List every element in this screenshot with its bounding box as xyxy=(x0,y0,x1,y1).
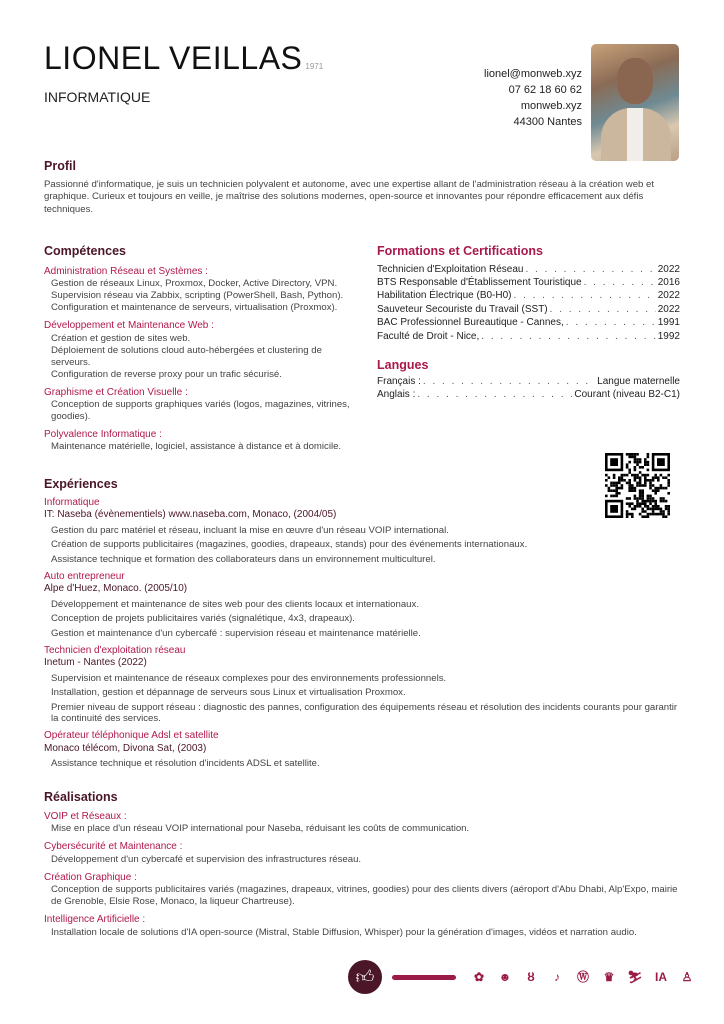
achievements-heading: Réalisations xyxy=(44,790,118,804)
skill-group-title: Développement et Maintenance Web : xyxy=(44,320,214,332)
leader-dots xyxy=(566,316,656,329)
education-year: 1991 xyxy=(657,317,680,329)
achievement-title: Intelligence Artificielle : xyxy=(44,914,146,926)
achievement-item xyxy=(44,914,684,938)
leader-dots xyxy=(417,388,572,401)
language-name: Anglais : xyxy=(377,389,416,401)
thumbs-up-icon: 👍︎ xyxy=(348,960,382,994)
chef-hat-icon: ♛ xyxy=(603,969,615,984)
education-year: 2022 xyxy=(657,303,680,315)
skills-section xyxy=(44,244,354,459)
achievements-list xyxy=(44,811,684,939)
experience-line: Développement et maintenance de sites web pour des clients locaux et internationaux. xyxy=(51,598,419,610)
education-label: BAC Professionnel Bureautique - Cannes, xyxy=(377,317,564,329)
leader-dots xyxy=(481,330,655,343)
experience-org: Alpe d'Huez, Monaco. (2005/10) xyxy=(44,583,188,595)
skill-group xyxy=(44,266,354,314)
education-item xyxy=(377,316,680,329)
experience-org: IT: Naseba (évènementiels) www.naseba.com, Monaco, (2004/05) xyxy=(44,509,337,521)
experience-list xyxy=(44,497,684,771)
education-item xyxy=(377,263,680,276)
profile-text: Passionné d'informatique, je suis un technicien polyvalent et autonome, avec une expertise allant de l'administration réseau à la création web et graphique. Curieux et toujours en veille, je maîtrise des solutions modernes, open-source et innovantes pour répondre efficacement aux défis techniques. xyxy=(44,178,655,215)
skill-group-title: Graphisme et Création Visuelle : xyxy=(44,386,188,398)
guitar-icon: ♪ xyxy=(554,969,560,984)
linux-icon: ♙ xyxy=(681,969,693,984)
skill-group-title: Administration Réseau et Systèmes : xyxy=(44,265,208,277)
achievement-text: Installation locale de solutions d'IA open-source (Mistral, Stable Diffusion, Whisper) pour la génération d'images, vidéos et narration audio. xyxy=(51,926,637,938)
leader-dots xyxy=(550,303,656,316)
skill-line: Configuration et maintenance de serveurs, virtualisation (Proxmox). xyxy=(51,302,338,314)
leader-dots xyxy=(423,375,595,388)
profile-heading: Profil xyxy=(44,159,76,173)
experience-item xyxy=(44,497,684,566)
experience-section xyxy=(44,477,684,775)
education-item xyxy=(377,289,680,302)
achievement-title: VOIP et Réseaux : xyxy=(44,810,127,822)
experience-line: Gestion et maintenance d'un cybercafé : supervision réseau et maintenance matérielle. xyxy=(51,627,421,639)
education-label: Faculté de Droit - Nice, xyxy=(377,330,480,342)
skill-line: Supervision réseau via Zabbix, scripting (PowerShell, Bash, Python). xyxy=(51,290,344,302)
skill-group xyxy=(44,387,354,423)
experience-role: Informatique xyxy=(44,496,100,508)
experience-heading: Expériences xyxy=(44,477,118,491)
language-item xyxy=(377,375,680,388)
experience-item xyxy=(44,730,684,770)
achievement-item xyxy=(44,841,684,865)
experience-line: Création de supports publicitaires (magazines, goodies, drapeaux, stands) pour des événements internationaux. xyxy=(51,539,528,551)
achievements-section xyxy=(44,790,684,945)
hobby-icons xyxy=(466,970,700,985)
education-label: BTS Responsable d'Établissement Touristique xyxy=(377,277,582,289)
experience-line: Installation, gestion et dépannage de serveurs sous Linux et virtualisation Proxmox. xyxy=(51,687,406,699)
candidate-name: LIONEL VEILLAS 1971 xyxy=(44,40,324,76)
education-year: 2022 xyxy=(657,290,680,302)
wordpress-icon: Ⓦ xyxy=(576,969,589,984)
skill-line: Conception de supports graphiques variés (logos, magazines, vitrines, goodies). xyxy=(51,399,350,422)
achievement-text: Développement d'un cybercafé et supervision des infrastructures réseau. xyxy=(51,853,362,865)
skill-group xyxy=(44,320,354,380)
education-year: 2016 xyxy=(657,277,680,289)
head-icon: ☻ xyxy=(498,969,512,984)
skill-group xyxy=(44,429,354,453)
education-list xyxy=(377,263,680,343)
footer-hobbies xyxy=(348,960,700,994)
experience-org: Inetum - Nantes (2022) xyxy=(44,657,147,669)
languages-heading: Langues xyxy=(377,358,429,373)
leader-dots xyxy=(525,263,655,276)
birth-year: 1971 xyxy=(305,62,324,71)
brain-icon: ✿ xyxy=(473,969,485,984)
achievement-item xyxy=(44,872,684,908)
experience-line: Conception de projets publicitaires variés (signalétique, 4x3, drapeaux). xyxy=(51,613,355,625)
education-label: Sauveteur Secouriste du Travail (SST) xyxy=(377,303,548,315)
language-name: Français : xyxy=(377,375,421,387)
skill-line: Déploiement de solutions cloud auto-hébergées et clustering de serveurs. xyxy=(51,344,322,368)
accent-bar xyxy=(392,975,456,980)
leader-dots xyxy=(514,289,656,302)
phone: 07 62 18 60 62 xyxy=(508,84,582,96)
achievement-title: Cybersécurité et Maintenance : xyxy=(44,841,183,853)
experience-line: Gestion du parc matériel et réseau, incluant la mise en œuvre d'un réseau VOIP international. xyxy=(51,524,449,536)
achievement-text: Conception de supports publicitaires variés (magazines, drapeaux, vitrines, goodies) pour des clients divers (aéroport d'Abu Dhabi, Alp'Expo, mairie de Grenoble, Elsie Rose, Monaco, la liqueur Chartreuse). xyxy=(51,884,678,908)
education-label: Technicien d'Exploitation Réseau xyxy=(377,263,524,275)
experience-line: Supervision et maintenance de réseaux complexes pour des environnements professionnels. xyxy=(51,672,447,684)
experience-role: Auto entrepreneur xyxy=(44,570,125,582)
education-label: Habilitation Électrique (B0-H0) xyxy=(377,290,512,302)
experience-line: Assistance technique et résolution d'incidents ADSL et satellite. xyxy=(51,758,320,770)
experience-role: Technicien d'exploitation réseau xyxy=(44,644,186,656)
ia-icon: IA xyxy=(655,969,667,984)
experience-org: Monaco télécom, Divona Sat, (2003) xyxy=(44,742,207,754)
experience-item xyxy=(44,645,684,726)
education-item xyxy=(377,276,680,289)
job-title: INFORMATIQUE xyxy=(44,89,151,105)
experience-role: Opérateur téléphonique Adsl et satellite xyxy=(44,730,219,742)
education-item xyxy=(377,330,680,343)
experience-line: Premier niveau de support réseau : diagnostic des pannes, configuration des équipements réseau et résolution des incidents courants pour garantir la continuité des services. xyxy=(51,701,678,725)
education-item xyxy=(377,303,680,316)
language-item xyxy=(377,388,680,401)
skill-group-title: Polyvalence Informatique : xyxy=(44,428,162,440)
education-year: 1992 xyxy=(657,330,680,342)
achievement-text: Mise en place d'un réseau VOIP international pour Naseba, réduisant les coûts de communication. xyxy=(51,823,470,835)
experience-line: Assistance technique et formation des collaborateurs dans un environnement multiculturel. xyxy=(51,553,436,565)
bicycle-icon: ȣ xyxy=(527,969,535,984)
website-link[interactable]: monweb.xyz xyxy=(520,100,582,112)
education-year: 2022 xyxy=(657,263,680,275)
profile-photo xyxy=(591,44,679,161)
language-level: Langue maternelle xyxy=(597,375,680,387)
skills-list xyxy=(44,266,354,454)
language-level: Courant (niveau B2-C1) xyxy=(574,389,680,401)
experience-item xyxy=(44,571,684,640)
skill-line: Gestion de réseaux Linux, Proxmox, Docker, Active Directory, VPN. xyxy=(51,278,338,290)
contact-info xyxy=(484,66,582,130)
skill-line: Création et gestion de sites web. xyxy=(51,332,191,344)
skill-line: Configuration de reverse proxy pour un trafic sécurisé. xyxy=(51,368,282,380)
education-section xyxy=(377,244,680,402)
skier-icon: ⛷ xyxy=(627,969,643,984)
profile-section xyxy=(44,159,684,216)
location: 44300 Nantes xyxy=(513,116,582,128)
achievement-title: Création Graphique : xyxy=(44,871,137,883)
achievement-item xyxy=(44,811,684,835)
skills-heading: Compétences xyxy=(44,244,126,258)
email-link[interactable]: lionel@monweb.xyz xyxy=(484,68,582,80)
skill-line: Maintenance matérielle, logiciel, assistance à distance et à domicile. xyxy=(51,441,342,453)
leader-dots xyxy=(584,276,656,289)
education-heading: Formations et Certifications xyxy=(377,244,543,258)
languages-list xyxy=(377,375,680,402)
